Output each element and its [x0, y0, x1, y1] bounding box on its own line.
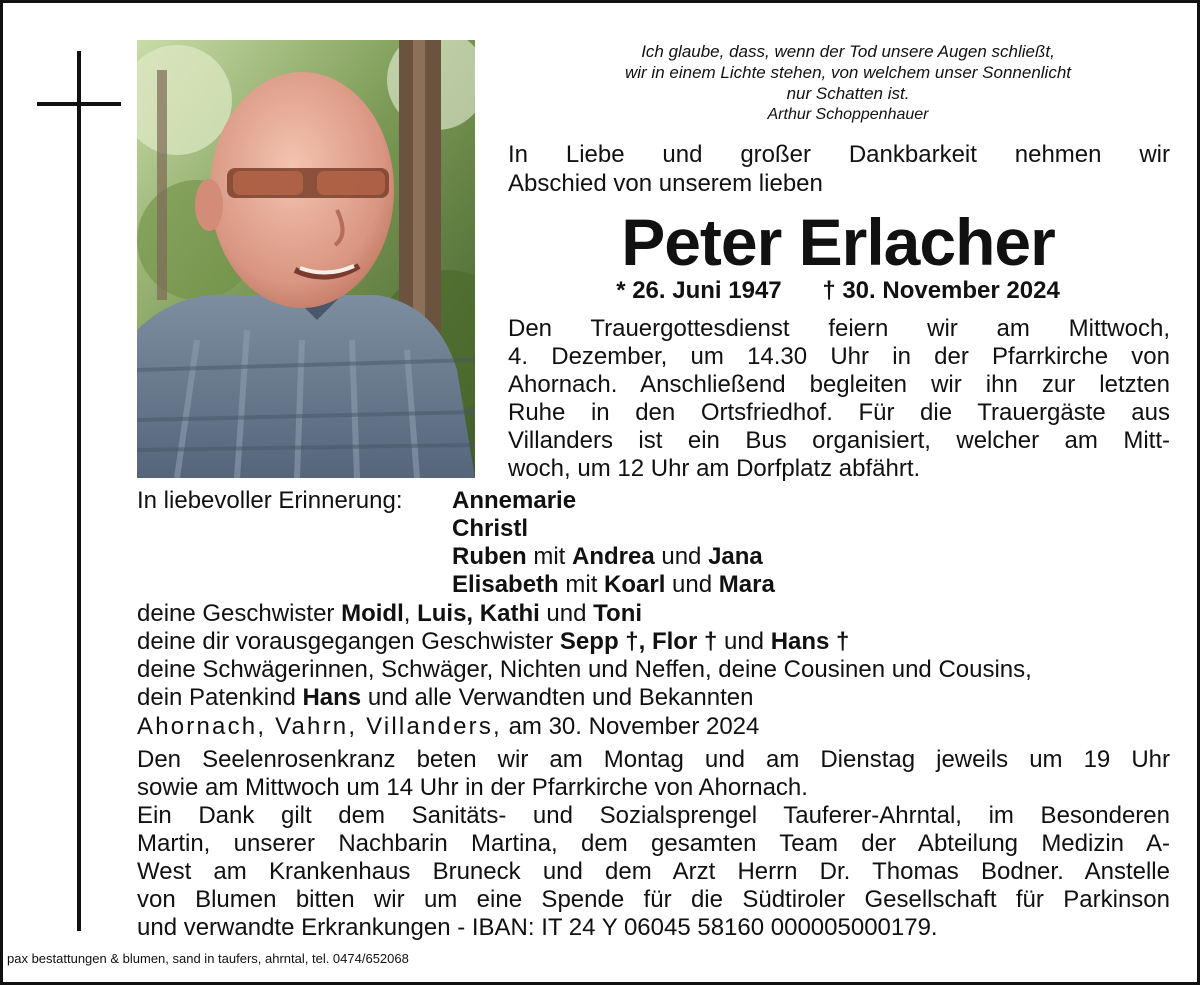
relative-name: Hans — [302, 684, 362, 711]
service-line: Ahornach. Anschließend begleiten wir ihn zur letzten — [508, 371, 1170, 398]
cross-icon — [77, 51, 81, 931]
service-line: Ruhe in den Ortsfriedhof. Für die Trauergäste aus — [508, 399, 1170, 426]
siblings-line — [137, 600, 1177, 628]
deceased-siblings-line — [137, 628, 1177, 656]
prayer-line: sowie am Mittwoch um 14 Uhr in der Pfarrkirche von Ahornach. — [137, 774, 808, 801]
connector-text: mit — [526, 543, 572, 570]
deceased-name: Peter Erlacher — [621, 205, 1055, 279]
mourner-name: Annemarie — [452, 487, 577, 514]
relative-name: Sepp †, Flor † — [559, 628, 718, 655]
mourner-name: Jana — [708, 543, 763, 570]
relative-name: Luis, Kathi — [417, 600, 540, 627]
death-date: † 30. November 2024 — [822, 277, 1060, 304]
life-dates — [528, 276, 1148, 306]
intro-text — [508, 140, 1170, 198]
locations: Ahornach, Vahrn, Villanders, — [137, 713, 502, 740]
connector-text: und — [717, 628, 771, 655]
mourner-name: Christl — [452, 515, 529, 542]
service-line: Den Trauergottesdienst feiern wir am Mittwoch, — [508, 315, 1170, 342]
relation-text: dein Patenkind — [137, 684, 303, 711]
relation-text: und alle Verwandten und Bekannten — [361, 684, 754, 711]
mourner-name: Andrea — [572, 543, 655, 570]
mourner-name: Mara — [718, 571, 775, 598]
quote-author: Arthur Schoppenhauer — [767, 106, 929, 123]
quote-line: Ich glaube, dass, wenn der Tod unsere Augen schließt, — [641, 42, 1055, 61]
portrait-photo — [137, 40, 475, 478]
epigraph-quote — [528, 41, 1168, 125]
birth-date: * 26. Juni 1947 — [616, 277, 782, 304]
relation-text: deine dir vorausgegangen Geschwister — [137, 628, 560, 655]
thanks-line: West am Krankenhaus Bruneck und dem Arzt Herrn Dr. Thomas Bodner. Anstelle — [137, 858, 1170, 885]
notice-date: am 30. November 2024 — [501, 713, 760, 740]
relative-name: Moidl — [341, 600, 404, 627]
quote-line: nur Schatten ist. — [786, 84, 910, 103]
rosary-info — [137, 746, 1170, 802]
connector-text: und — [539, 600, 594, 627]
service-line: Villanders ist ein Bus organisiert, welcher am Mitt- — [508, 427, 1170, 454]
thanks-line: und verwandte Erkrankungen - IBAN: IT 24 Y 06045 58160 000005000179. — [137, 914, 938, 941]
intro-line: Abschied von unserem lieben — [508, 170, 823, 197]
relatives-list — [137, 600, 1177, 712]
funeral-home-footer: pax bestattungen & blumen, sand in taufers, ahrntal, tel. 0474/652068 — [7, 951, 409, 966]
connector-text: mit — [558, 571, 605, 598]
prayer-line: Den Seelenrosenkranz beten wir am Montag und am Dienstag jeweils um 19 Uhr — [137, 746, 1170, 773]
mourner-name: Elisabeth — [452, 571, 559, 598]
mourner-name: Ruben — [452, 543, 527, 570]
mourner-family — [452, 543, 775, 571]
intro-line: In Liebe und großer Dankbarkeit nehmen wir — [508, 141, 1170, 168]
relative-name: Hans † — [770, 628, 850, 655]
place-date-line — [137, 712, 759, 742]
connector-text: und — [654, 543, 709, 570]
quote-line: wir in einem Lichte stehen, von welchem unser Sonnenlicht — [624, 63, 1072, 82]
mourners-label: In liebevoller Erinnerung: — [137, 487, 403, 514]
mourners-list — [452, 487, 775, 599]
relation-text: deine Geschwister — [137, 600, 342, 627]
connector-text: , — [403, 600, 418, 627]
funeral-service-info — [508, 315, 1170, 483]
inlaws-line: deine Schwägerinnen, Schwäger, Nichten und Neffen, deine Cousinen und Cousins, — [137, 656, 1032, 683]
thanks-text — [137, 802, 1170, 942]
relative-name: Toni — [593, 600, 643, 627]
service-line: woch, um 12 Uhr am Dorfplatz abfährt. — [508, 455, 921, 482]
mourner-name: Koarl — [604, 571, 666, 598]
thanks-line: Ein Dank gilt dem Sanitäts- und Sozialsprengel Tauferer-Ahrntal, im Besonderen — [137, 802, 1170, 829]
thanks-line: von Blumen bitten wir um eine Spende für die Südtiroler Gesellschaft für Parkinson — [137, 886, 1170, 913]
mourner-family — [452, 571, 775, 599]
cross-icon-bar — [37, 102, 121, 106]
thanks-line: Martin, unserer Nachbarin Martina, dem gesamten Team der Abteilung Medizin A- — [137, 830, 1170, 857]
service-line: 4. Dezember, um 14.30 Uhr in der Pfarrkirche von — [508, 343, 1170, 370]
connector-text: und — [665, 571, 719, 598]
godchild-line — [137, 684, 1177, 712]
